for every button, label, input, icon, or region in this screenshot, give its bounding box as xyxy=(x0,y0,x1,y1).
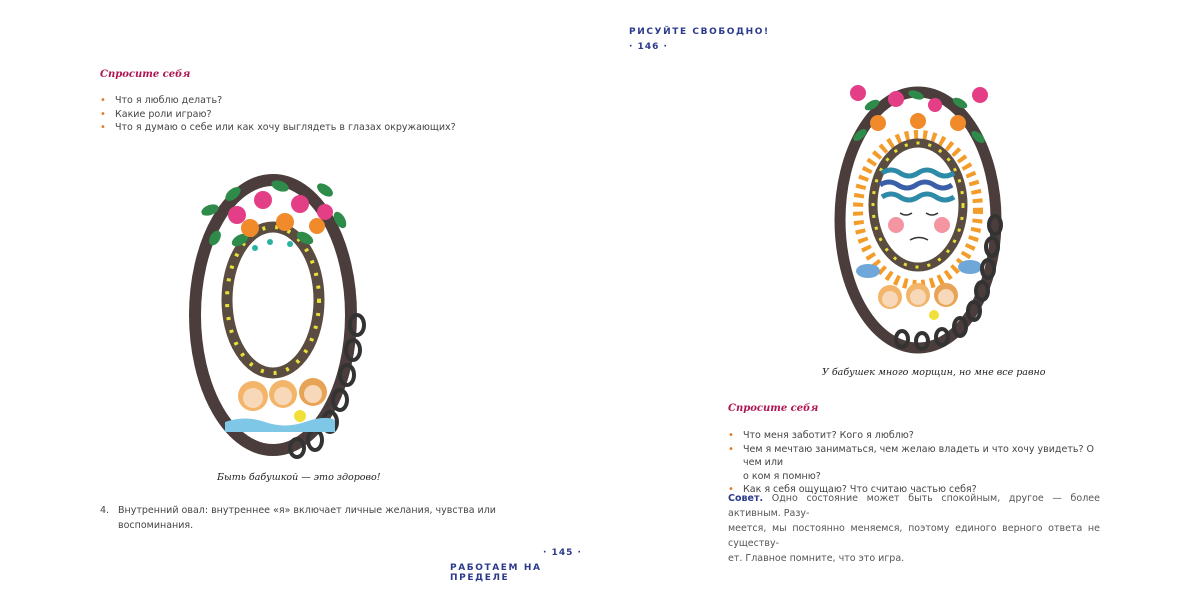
question-list xyxy=(728,429,1108,497)
cloud-right xyxy=(958,260,982,274)
faces xyxy=(878,283,958,320)
water xyxy=(225,418,335,432)
list-item: • Что я люблю делать? xyxy=(100,94,520,108)
illustration-caption: Быть бабушкой — это здорово! xyxy=(217,472,381,483)
ask-yourself-heading: Спросите себя xyxy=(728,403,819,414)
question-list xyxy=(100,94,520,135)
list-item: • Какие роли играю? xyxy=(100,108,520,122)
advice-line1: Одно состояние может быть спокойным, другое — более активным. Разу- xyxy=(728,493,1100,519)
right-page xyxy=(600,0,1200,600)
advice-paragraph xyxy=(728,491,1100,566)
list-item-line2: о ком я помню? xyxy=(743,470,821,482)
faces xyxy=(238,378,327,422)
page-number: · 145 · xyxy=(543,548,582,558)
page-number: · 146 · xyxy=(629,42,668,52)
list-item-line1: Чем я мечтаю заниматься, чем желаю владеть и что хочу увидеть? О чем или xyxy=(743,443,1094,469)
item-number: 4. xyxy=(100,505,110,516)
advice-line3: ет. Главное помните, что это игра. xyxy=(728,553,905,564)
advice-line2: меется, мы постоянно меняемся, поэтому единого верного ответа не существу- xyxy=(728,523,1100,549)
ask-yourself-heading: Спросите себя xyxy=(100,69,191,80)
cloud-left xyxy=(856,264,880,278)
list-item: • Что я думаю о себе или как хочу выглядеть в глазах окружающих? xyxy=(100,121,520,135)
running-head: РАБОТАЕМ НА ПРЕДЕЛЕ xyxy=(450,563,542,583)
advice-label: Совет. xyxy=(728,493,764,504)
running-head: РИСУЙТЕ СВОБОДНО! xyxy=(629,27,770,37)
outer-oval xyxy=(195,180,351,450)
item-text-line2: воспоминания. xyxy=(118,520,194,531)
list-item: • Как я себя ощущаю? Что считаю частью себя? xyxy=(728,483,1108,497)
face-oval-illustration xyxy=(830,75,1015,360)
list-item: • Что меня заботит? Кого я люблю? xyxy=(728,429,1108,443)
oval-illustration xyxy=(185,160,385,465)
illustration-caption: У бабушек много морщин, но мне все равно xyxy=(822,367,1046,378)
item-text-line1: Внутренний овал: внутреннее «я» включает личные желания, чувства или xyxy=(118,505,496,516)
list-item xyxy=(728,443,1108,484)
